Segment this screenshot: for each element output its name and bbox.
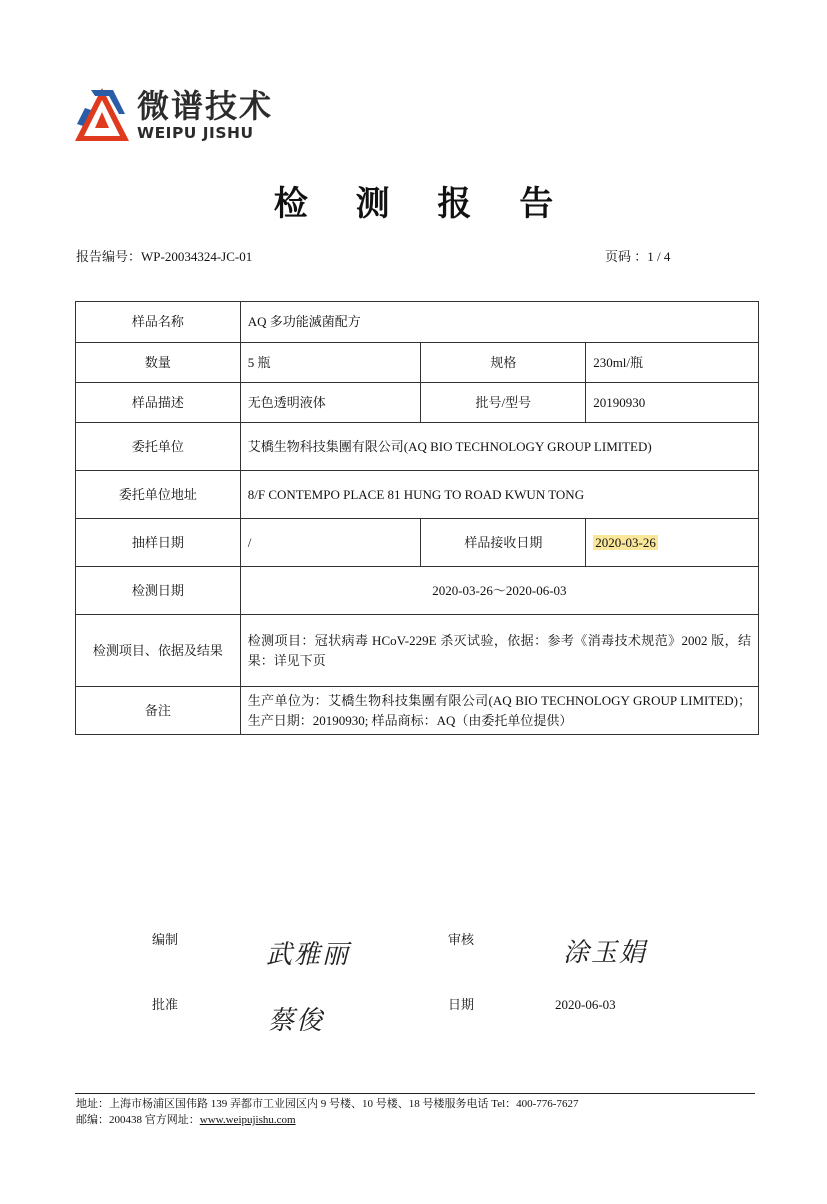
batch-value: 20190930 — [586, 383, 759, 423]
test-date-label: 检测日期 — [76, 567, 241, 615]
logo-english-text: WEIPU JISHU — [137, 124, 254, 142]
page-title — [0, 182, 827, 226]
receive-date-label: 样品接收日期 — [421, 519, 586, 567]
client-label: 委托单位 — [76, 423, 241, 471]
sampling-date-value: / — [240, 519, 421, 567]
test-items-label: 检测项目、依据及结果 — [76, 615, 241, 687]
compiler-label: 编制 — [152, 932, 179, 947]
logo-chinese-text: 微谱技术 — [137, 87, 274, 125]
page-number: 页码 ：1 / 4 — [605, 249, 671, 264]
spec-value: 230ml/瓶 — [586, 343, 759, 383]
quantity-label: 数量 — [76, 343, 241, 383]
spec-label: 规格 — [421, 343, 586, 383]
client-address-label: 委托单位地址 — [76, 471, 241, 519]
receive-date-value: 2020-03-26 — [595, 534, 656, 550]
approver-signature: 蔡俊 — [268, 1006, 325, 1036]
remarks-label: 备注 — [76, 687, 241, 735]
footer-divider — [75, 1093, 755, 1094]
sample-name-label: 样品名称 — [76, 302, 241, 343]
batch-label: 批号/型号 — [421, 383, 586, 423]
table-row — [76, 567, 759, 615]
company-logo — [73, 86, 313, 146]
reviewer-label: 审核 — [448, 932, 475, 947]
footer-postcode: 邮编：200438 官方网址： — [76, 1114, 200, 1126]
sample-name-value: AQ 多功能滅菌配方 — [240, 302, 758, 343]
test-items-value: 检测项目：冠状病毒 HCoV-229E 杀灭试验，依据：参考《消毒技术规范》2002 版，结果：详见下页 — [240, 615, 758, 687]
sampling-date-label: 抽样日期 — [76, 519, 241, 567]
description-label: 样品描述 — [76, 383, 241, 423]
footer-address: 地址：上海市杨浦区国伟路 139 弄都市工业园区内 9 号楼、10 号楼、18 号楼服务电话 Tel：400-776-7627 — [76, 1098, 579, 1110]
table-row — [76, 302, 759, 343]
logo-mark-icon — [73, 86, 131, 144]
table-row — [76, 687, 759, 735]
remarks-value: 生产单位为：艾橋生物科技集團有限公司(AQ BIO TECHNOLOGY GROUP LIMITED)；生产日期：20190930; 样品商标：AQ（由委托单位提供） — [240, 687, 758, 735]
table-row — [76, 383, 759, 423]
report-number: 报告编号：WP-20034324-JC-01 — [76, 249, 253, 264]
client-value: 艾橋生物科技集團有限公司(AQ BIO TECHNOLOGY GROUP LIMITED) — [240, 423, 758, 471]
website-link[interactable]: www.weipujishu.com — [199, 1114, 296, 1126]
test-date-value: 2020-03-26～2020-06-03 — [240, 567, 758, 615]
description-value: 无色透明液体 — [240, 383, 421, 423]
client-address-value: 8/F CONTEMPO PLACE 81 HUNG TO ROAD KWUN TONG — [240, 471, 758, 519]
table-row — [76, 615, 759, 687]
report-table — [75, 301, 759, 735]
footer-contact — [76, 1113, 296, 1127]
receive-date-cell — [586, 519, 759, 567]
reviewer-signature: 涂玉娟 — [563, 938, 648, 968]
date-label: 日期 — [448, 997, 475, 1012]
table-row — [76, 423, 759, 471]
quantity-value: 5 瓶 — [240, 343, 421, 383]
date-value: 2020-06-03 — [555, 997, 616, 1012]
table-row — [76, 519, 759, 567]
approver-label: 批准 — [152, 997, 179, 1012]
table-row — [76, 471, 759, 519]
page-title-text: 检 测 报 告 — [273, 184, 572, 224]
compiler-signature: 武雅丽 — [266, 940, 351, 970]
table-row — [76, 343, 759, 383]
